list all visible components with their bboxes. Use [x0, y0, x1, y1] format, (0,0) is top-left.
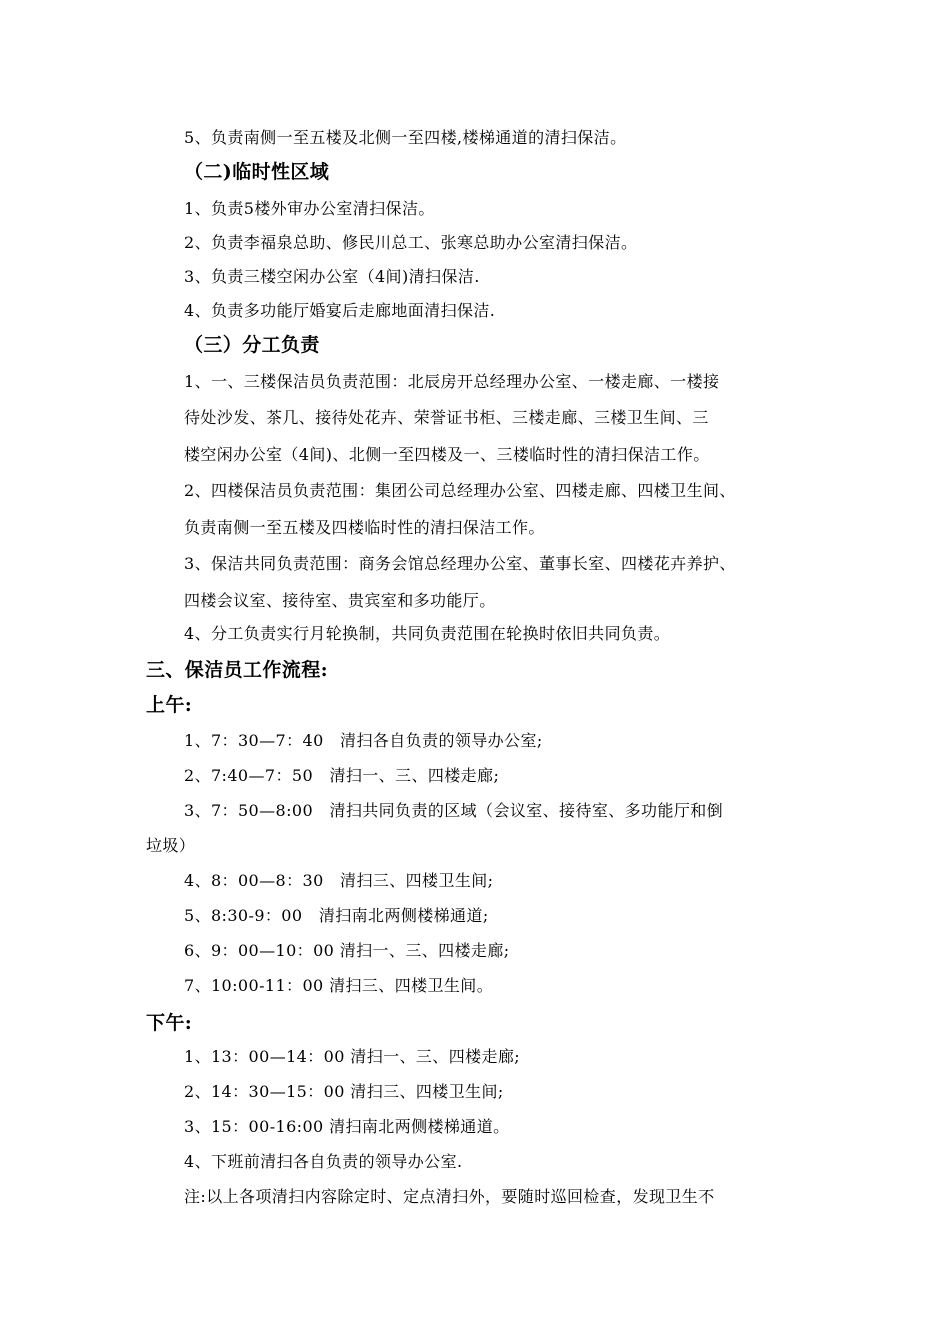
schedule-line: 1、7：30—7：40 清扫各自负责的领导办公室; [184, 731, 543, 750]
schedule-line: 垃圾） [146, 836, 196, 855]
paragraph-line: 1、负责5楼外审办公室清扫保洁。 [184, 199, 435, 218]
schedule-line: 2、14：30—15：00 清扫三、四楼卫生间; [184, 1082, 504, 1101]
schedule-line: 7、10:00-11：00 清扫三、四楼卫生间。 [184, 976, 494, 995]
paragraph-line: 5、负责南侧一至五楼及北侧一至四楼,楼梯通道的清扫保洁。 [184, 128, 627, 147]
schedule-line: 6、9：00—10：00 清扫一、三、四楼走廊; [184, 941, 510, 960]
paragraph-line: 1、一、三楼保洁员负责范围：北辰房开总经理办公室、一楼走廊、一楼接 [184, 372, 720, 391]
subheading-morning: 上午: [146, 694, 193, 716]
paragraph-line: 4、负责多功能厅婚宴后走廊地面清扫保洁. [184, 301, 496, 320]
section-heading-temporary-area: （二)临时性区域 [184, 161, 330, 183]
schedule-line: 1、13：00—14：00 清扫一、三、四楼走廊; [184, 1047, 521, 1066]
schedule-line: 3、15：00-16:00 清扫南北两侧楼梯通道。 [184, 1117, 510, 1136]
section-heading-division: （三）分工负责 [184, 334, 320, 356]
schedule-line: 4、下班前清扫各自负责的领导办公室. [184, 1152, 463, 1171]
schedule-line: 5、8:30-9：00 清扫南北两侧楼梯通道; [184, 906, 489, 925]
subheading-afternoon: 下午: [146, 1012, 193, 1034]
schedule-line: 4、8：00—8：30 清扫三、四楼卫生间; [184, 871, 494, 890]
paragraph-line: 四楼会议室、接待室、贵宾室和多功能厅。 [184, 591, 496, 610]
section-heading-workflow: 三、保洁员工作流程: [146, 659, 329, 681]
schedule-line: 3、7：50—8:00 清扫共同负责的区域（会议室、接待室、多功能厅和倒 [184, 801, 724, 820]
paragraph-line: 2、负责李福泉总助、修民川总工、张寒总助办公室清扫保洁。 [184, 233, 638, 252]
note-line: 注:以上各项清扫内容除定时、定点清扫外，要随时巡回检查，发现卫生不 [184, 1187, 715, 1206]
paragraph-line: 3、保洁共同负责范围：商务会馆总经理办公室、董事长室、四楼花卉养护、 [184, 554, 736, 573]
paragraph-line: 2、四楼保洁员负责范围：集团公司总经理办公室、四楼走廊、四楼卫生间、 [184, 481, 736, 500]
paragraph-line: 楼空闲办公室（4间)、北侧一至四楼及一、三楼临时性的清扫保洁工作。 [184, 445, 710, 464]
schedule-line: 2、7:40—7：50 清扫一、三、四楼走廊; [184, 766, 500, 785]
paragraph-line: 3、负责三楼空闲办公室（4间)清扫保洁. [184, 267, 480, 286]
paragraph-line: 4、分工负责实行月轮换制，共同负责范围在轮换时依旧共同负责。 [184, 624, 671, 643]
paragraph-line: 负责南侧一至五楼及四楼临时性的清扫保洁工作。 [184, 518, 545, 537]
paragraph-line: 待处沙发、茶几、接待处花卉、荣誉证书柜、三楼走廊、三楼卫生间、三 [184, 408, 709, 427]
